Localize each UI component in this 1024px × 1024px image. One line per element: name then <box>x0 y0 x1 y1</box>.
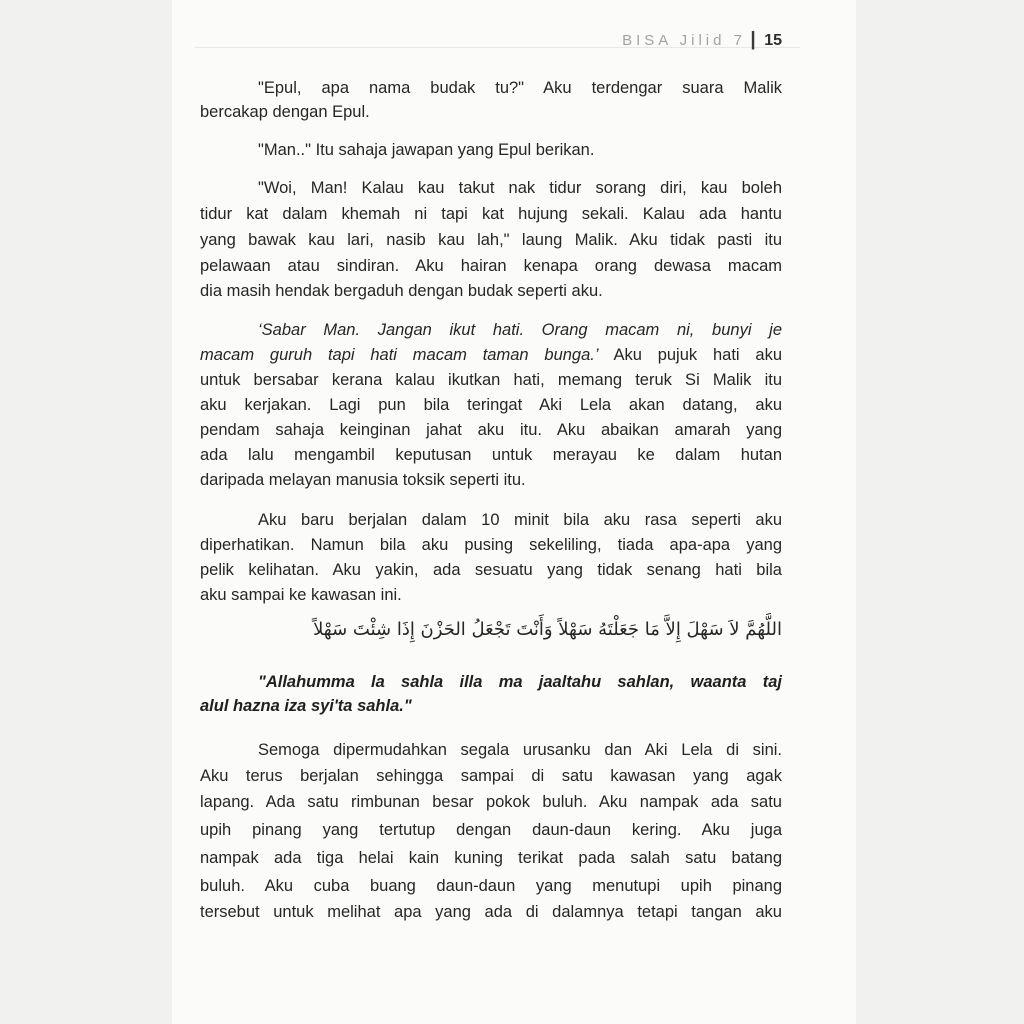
paragraph-line: nampak ada tiga helai kain kuning terikat pada salah satu batang <box>200 849 782 867</box>
narration-text: Aku pujuk hati aku <box>598 346 782 364</box>
paragraph-line: Aku baru berjalan dalam 10 minit bila aku rasa seperti aku <box>258 511 782 529</box>
paragraph-line: tidur kat dalam khemah ni tapi kat hujung sekali. Kalau ada hantu <box>200 205 782 223</box>
paragraph-line: yang bawak kau lari, nasib kau lah," laung Malik. Aku tidak pasti itu <box>200 231 782 249</box>
paragraph-line: lapang. Ada satu rimbunan besar pokok buluh. Aku nampak ada satu <box>200 793 782 811</box>
paragraph-line: pelawaan atau sindiran. Aku hairan kenapa orang dewasa macam <box>200 257 782 275</box>
paragraph-line: dia masih hendak bergaduh dengan budak seperti aku. <box>200 282 603 300</box>
paragraph-line: bercakap dengan Epul. <box>200 103 370 121</box>
running-title: BISA Jilid 7 <box>622 32 746 49</box>
page-header <box>540 29 782 52</box>
paragraph-line: aku kerjakan. Lagi pun bila teringat Aki Lela akan datang, aku <box>200 396 782 414</box>
inner-thought-line: ‘Sabar Man. Jangan ikut hati. Orang macam ni, bunyi je <box>258 321 782 339</box>
paragraph-line: untuk bersabar kerana kalau ikutkan hati, memang teruk Si Malik itu <box>200 371 782 389</box>
paragraph-line: "Man.." Itu sahaja jawapan yang Epul berikan. <box>258 141 595 159</box>
paragraph-line: aku sampai ke kawasan ini. <box>200 586 402 604</box>
paragraph-line: "Epul, apa nama budak tu?" Aku terdengar suara Malik <box>258 79 782 97</box>
paragraph-line: ada lalu mengambil keputusan untuk merayau ke dalam hutan <box>200 446 782 464</box>
paragraph-line: buluh. Aku cuba buang daun-daun yang menutupi upih pinang <box>200 877 782 895</box>
header-separator: | <box>750 29 756 50</box>
paragraph-line <box>200 345 782 365</box>
paragraph-line: diperhatikan. Namun bila aku pusing sekeliling, tiada apa-apa yang <box>200 536 782 554</box>
paragraph-line: pendam sahaja keinginan jahat aku itu. Aku abaikan amarah yang <box>200 421 782 439</box>
paragraph-line: daripada melayan manusia toksik seperti itu. <box>200 471 526 489</box>
paragraph-line: upih pinang yang tertutup dengan daun-daun kering. Aku juga <box>200 821 782 839</box>
paragraph-line: pelik kelihatan. Aku yakin, ada sesuatu yang tidak senang hati bila <box>200 561 782 579</box>
arabic-prayer: اللَّهُمَّ لاَ سَهْلَ إِلاَّ مَا جَعَلْتَهُ سَهْلاً وَأَنْتَ تَجْعَلُ الحَزْنَ إِذَا شِئْتَ سَهْلاً <box>313 619 782 640</box>
paragraph-line: Semoga dipermudahkan segala urusanku dan Aki Lela di sini. <box>258 741 782 759</box>
paragraph-line: tersebut untuk melihat apa yang ada di dalamnya tetapi tangan aku <box>200 903 782 921</box>
paragraph-line: "Woi, Man! Kalau kau takut nak tidur sorang diri, kau boleh <box>258 179 782 197</box>
prayer-transliteration-line: "Allahumma la sahla illa ma jaaltahu sahlan, waanta taj <box>258 673 782 691</box>
prayer-transliteration-line: alul hazna iza syi'ta sahla." <box>200 697 412 715</box>
paragraph-line: Aku terus berjalan sehingga sampai di satu kawasan yang agak <box>200 767 782 785</box>
inner-thought-text: macam guruh tapi hati macam taman bunga.’ <box>200 346 599 364</box>
page-number: 15 <box>764 32 782 49</box>
